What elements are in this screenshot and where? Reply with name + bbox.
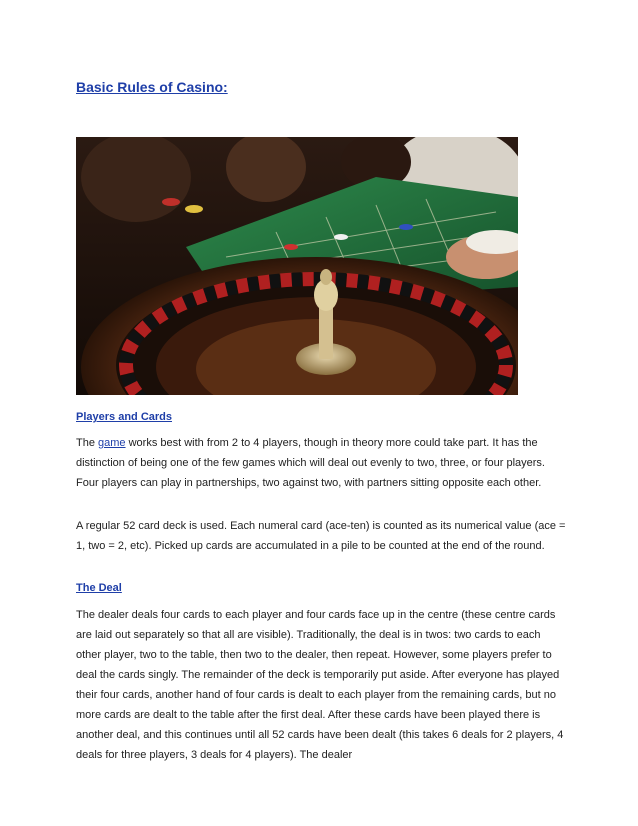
paragraph-players bbox=[76, 433, 568, 493]
casino-roulette-photo bbox=[76, 137, 518, 395]
paragraph-deal: The dealer deals four cards to each player and four cards face up in the centre (these centre cards are laid out separately so that all are visible). Traditionally, the deal is in twos: two cards to each other player, two to the table, then two to the dealer, then repeat. However, some players prefer to deal the cards singly. The remainder of the deck is temporarily put aside. After everyone has played their four cards, another hand of four cards is dealt to each player from the remaining cards, but no more cards are dealt to the table after the first deal. After these cards have been played there is another deal, and this continues until all 52 cards have been dealt (this takes 6 deals for 2 players, 4 deals for three players, 3 deals for 4 players). The dealer bbox=[76, 609, 564, 761]
paragraph-text: works best with from 2 to 4 players, though in theory more could take part. It has the distinction of being one of the few games which will deal out evenly to two, three, or four players. Four players can play in partnerships, two against two, with partners sitting opposite each other. bbox=[76, 437, 545, 489]
section-heading-players-and-cards: Players and Cards bbox=[76, 411, 172, 423]
paragraph-deck: A regular 52 card deck is used. Each numeral card (ace-ten) is counted as its numerical value (ace = 1, two = 2, etc). Picked up cards are accumulated in a pile to be counted at the end of the round. bbox=[76, 520, 566, 552]
paragraph-text: The bbox=[76, 437, 99, 449]
game-link[interactable]: game bbox=[98, 437, 126, 449]
section-heading-the-deal: The Deal bbox=[76, 582, 122, 594]
document-title: Basic Rules of Casino: bbox=[76, 79, 228, 95]
